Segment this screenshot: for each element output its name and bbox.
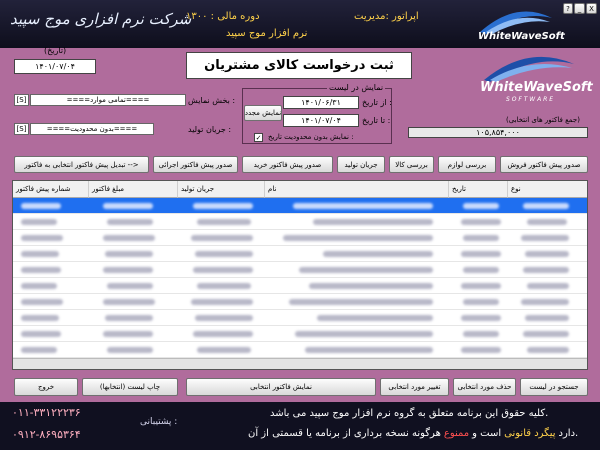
close-window-button[interactable]: X (586, 3, 597, 14)
window-controls (563, 3, 597, 14)
table-row[interactable] (13, 310, 588, 326)
current-date-field[interactable]: ۱۴۰۱/۰۷/۰۴ (14, 59, 96, 74)
table-row[interactable] (13, 230, 588, 246)
production-flow-button[interactable]: جریان تولید (337, 156, 385, 173)
column-header-preinvoice-number[interactable]: شماره پیش فاکتور (13, 181, 89, 198)
help-window-button[interactable]: ? (563, 3, 573, 14)
preinvoice-table[interactable] (12, 180, 588, 370)
minimize-window-button[interactable]: _ (574, 3, 585, 14)
brand-name: WhiteWaveSoft (478, 31, 565, 42)
column-header-type[interactable]: نوع (508, 181, 588, 198)
table-row[interactable] (13, 342, 588, 358)
exit-button[interactable]: خروج (14, 378, 78, 396)
purchase-preinvoice-button[interactable]: صدور پیش فاکتور خرید (242, 156, 333, 173)
brand-wave-icon (478, 50, 578, 84)
copy-warning-line (248, 428, 578, 439)
no-date-limit-checkbox[interactable]: ✓ (255, 134, 262, 142)
column-header-production-flow[interactable]: جریان تولید (178, 181, 265, 198)
copyright-line: کلیه حقوق این برنامه متعلق به گروه نرم افزار موج سپید می باشد. (270, 408, 549, 419)
selected-total-field: ۱۰۵,۸۵۴,۰۰۰ (408, 127, 588, 138)
from-date-field[interactable]: ۱۴۰۱/۰۶/۳۱ (283, 96, 359, 109)
show-again-button[interactable]: نمایش مجدد (244, 105, 282, 121)
display-in-list-label: نمایش در لیست (329, 83, 384, 92)
support-label: پشتیبانی : (140, 417, 178, 427)
no-date-limit-label: نمایش بدون محدودیت تاریخ : (268, 133, 354, 141)
from-date-label: از تاریخ : (362, 98, 392, 107)
convert-to-invoice-button[interactable]: تبدیل پیش فاکتور انتخابی به فاکتور --> (14, 156, 149, 173)
copy-warning-forbidden: ممنوع (443, 428, 470, 439)
search-list-button[interactable]: جستجو در لیست (520, 378, 588, 396)
to-date-label: تا تاریخ : (362, 116, 391, 125)
copy-warning-part-a: هرگونه نسخه برداری از برنامه یا قسمتی از آن (248, 428, 441, 439)
print-list-button[interactable]: چاپ لیست (انتخابها) (82, 378, 178, 396)
delete-selected-button[interactable]: حذف مورد انتخابی (453, 378, 516, 396)
date-label: (تاریخ) (44, 46, 67, 55)
selected-total-label: (جمع فاکتور های انتخابی) (506, 116, 580, 124)
table-row[interactable] (13, 294, 588, 310)
copy-warning-part-b: است و (472, 428, 502, 439)
display-section-dropdown[interactable]: [S] (14, 94, 29, 106)
production-flow-dropdown[interactable]: [S] (14, 123, 29, 135)
display-section-label: بخش نمایش : (188, 96, 236, 105)
support-phone-1: ۰۱۱-۳۳۱۲۲۲۳۶ (12, 406, 81, 419)
copy-warning-legal: پیگرد قانونی (504, 428, 556, 439)
operator-label: اپراتور :مدیریت (354, 11, 419, 22)
table-row[interactable] (13, 278, 588, 294)
copy-warning-part-c: دارد. (558, 428, 579, 439)
brand-logo-text: WhiteWaveSoft (480, 80, 593, 95)
to-date-field[interactable]: ۱۴۰۱/۰۷/۰۴ (283, 114, 359, 127)
fiscal-period: دوره مالی : ۱۳۰۰ (186, 11, 260, 22)
company-logo: شرکت نرم افزاری موج سپید (10, 10, 192, 28)
table-row[interactable] (13, 262, 588, 278)
brand-sub-text: S O F T W A R E (506, 96, 553, 103)
executive-preinvoice-button[interactable]: صدور پیش فاکتور اجرائی (153, 156, 238, 173)
table-row[interactable] (13, 246, 588, 262)
table-row[interactable] (13, 326, 588, 342)
column-header-amount[interactable]: مبلغ فاکتور (89, 181, 178, 198)
show-selected-invoice-button[interactable]: نمایش فاکتور انتخابی (186, 378, 376, 396)
support-phone-2: ۰۹۱۲-۸۶۹۵۳۶۴ (12, 428, 81, 441)
edit-selected-button[interactable]: تغییر مورد انتخابی (380, 378, 449, 396)
check-goods-button[interactable]: بررسی کالا (389, 156, 434, 173)
page-title: ثبت درخواست کالای مشتریان (186, 52, 412, 79)
column-header-name[interactable]: نام (265, 181, 449, 198)
software-name: نرم افزار موج سپید (226, 28, 308, 39)
sales-preinvoice-button[interactable]: صدور پیش فاکتور فروش (500, 156, 588, 173)
production-flow-label: جریان تولید : (188, 125, 232, 134)
production-flow-select[interactable]: ====بدون محدودیت==== (30, 123, 154, 135)
column-header-date[interactable]: تاریخ (449, 181, 508, 198)
table-row[interactable] (13, 214, 588, 230)
display-section-select[interactable]: ====تمامی موارد==== (30, 94, 186, 106)
table-row[interactable] (13, 198, 588, 214)
check-supplies-button[interactable]: بررسی لوازم (438, 156, 496, 173)
horizontal-scrollbar[interactable] (13, 358, 588, 370)
